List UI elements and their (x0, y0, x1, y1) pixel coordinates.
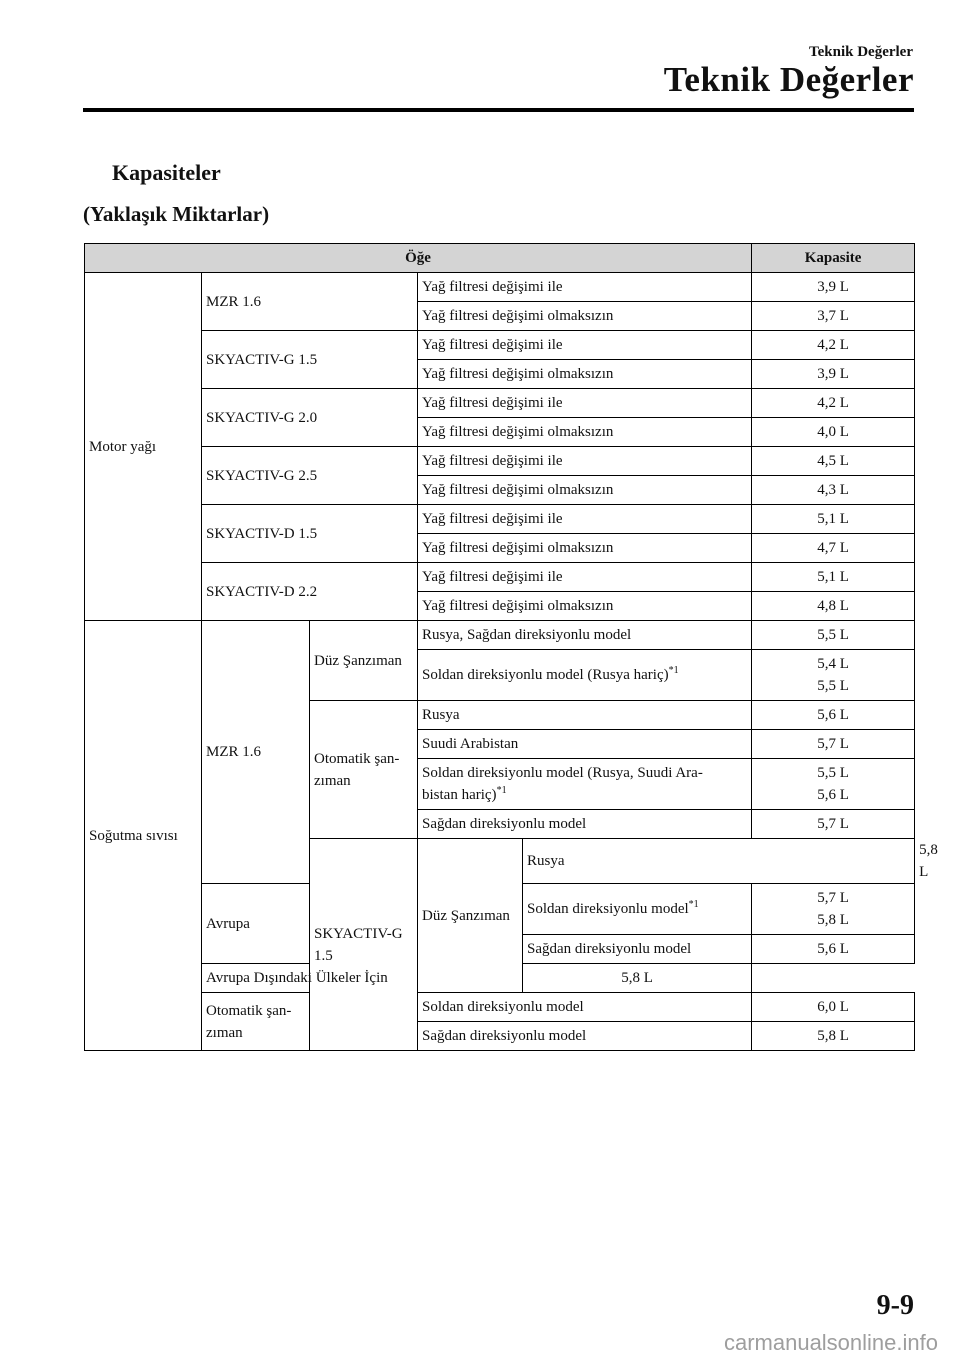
table-row (85, 505, 915, 534)
header-item: Öğe (85, 244, 752, 273)
capacity-value: 4,8 L (752, 592, 915, 621)
coolant-desc: Soldan direksiyonlu model (Rusya, Suudi Ara- bistan hariç)$^{*1}$ (418, 759, 752, 810)
coolant-desc: Sağdan direksiyonlu model (418, 1022, 752, 1051)
coolant-desc: Suudi Arabistan (418, 730, 752, 759)
table-row (85, 993, 915, 1022)
header-rule (83, 108, 914, 112)
capacity-value: 5,5 L (752, 621, 915, 650)
table-row (85, 563, 915, 592)
capacity-value: 5,8 L (752, 1022, 915, 1051)
coolant-desc: Sağdan direksiyonlu model (418, 810, 752, 839)
capacity-value: 5,7 L 5,8 L (752, 884, 915, 935)
manual-transmission-label: Düz Şanzıman (418, 839, 523, 993)
capacity-value: 5,5 L 5,6 L (752, 759, 915, 810)
engine-name: SKYACTIV-D 2.2 (202, 563, 418, 621)
engine-name: SKYACTIV-G 1.5 (310, 839, 418, 1051)
table-row (85, 389, 915, 418)
coolant-desc: Sağdan direksiyonlu model (523, 935, 752, 964)
engine-oil-label: Motor yağı (85, 273, 202, 621)
table-row (85, 331, 915, 360)
coolant-desc: Soldan direksiyonlu model$^{*1}$ (523, 884, 752, 935)
oil-without-filter: Yağ filtresi değişimi olmaksızın (418, 302, 752, 331)
engine-name: MZR 1.6 (202, 621, 310, 884)
europe-label: Avrupa (202, 884, 310, 964)
automatic-transmission-label: Otomatik şan- zıman (310, 701, 418, 839)
capacity-value: 3,9 L (752, 360, 915, 389)
capacity-value: 5,7 L (752, 810, 915, 839)
capacity-value: 4,5 L (752, 447, 915, 476)
capacity-value: 4,0 L (752, 418, 915, 447)
capacity-value: 5,6 L (752, 701, 915, 730)
capacity-value: 5,4 L 5,5 L (752, 650, 915, 701)
engine-name: SKYACTIV-G 1.5 (202, 331, 418, 389)
oil-with-filter: Yağ filtresi değişimi ile (418, 447, 752, 476)
running-header: Teknik Değerler (808, 44, 913, 60)
table-row: SKYACTIV-G 1.5 Düz Şanzıman Rusya 5,8 L (85, 839, 915, 884)
watermark: carmanualsonline.info (723, 1330, 938, 1355)
section-subtitle: (Yaklaşık Miktarlar) (83, 202, 270, 226)
capacity-value: 6,0 L (752, 993, 915, 1022)
oil-without-filter: Yağ filtresi değişimi olmaksızın (418, 592, 752, 621)
engine-name: SKYACTIV-G 2.5 (202, 447, 418, 505)
footnote-mark: *1 (496, 785, 507, 796)
coolant-desc: Rusya (523, 839, 915, 884)
engine-name: SKYACTIV-G 2.0 (202, 389, 418, 447)
oil-with-filter: Yağ filtresi değişimi ile (418, 331, 752, 360)
oil-with-filter: Yağ filtresi değişimi ile (418, 389, 752, 418)
table-header-row (85, 244, 915, 273)
footnote-mark: *1 (688, 899, 699, 910)
coolant-desc: Soldan direksiyonlu model (Rusya hariç)$^{*1}$ (418, 650, 752, 701)
engine-name: SKYACTIV-D 1.5 (202, 505, 418, 563)
oil-without-filter: Yağ filtresi değişimi olmaksızın (418, 476, 752, 505)
capacity-value: 5,7 L (752, 730, 915, 759)
capacity-value: 5,1 L (752, 563, 915, 592)
coolant-desc: Rusya (418, 701, 752, 730)
header-capacity: Kapasite (752, 244, 915, 273)
section-title: Kapasiteler (112, 160, 221, 185)
manual-transmission-label: Düz Şanzıman (310, 621, 418, 701)
chapter-title: Teknik Değerler (663, 60, 914, 99)
capacity-value: 4,3 L (752, 476, 915, 505)
footnote-mark: *1 (668, 665, 679, 676)
table-row (85, 621, 915, 650)
capacity-value: 5,1 L (752, 505, 915, 534)
capacity-value: 4,7 L (752, 534, 915, 563)
capacity-value: 3,9 L (752, 273, 915, 302)
oil-with-filter: Yağ filtresi değişimi ile (418, 505, 752, 534)
coolant-desc: Rusya, Sağdan direksiyonlu model (418, 621, 752, 650)
oil-with-filter: Yağ filtresi değişimi ile (418, 273, 752, 302)
capacity-value: 3,7 L (752, 302, 915, 331)
coolant-desc: Avrupa Dışındaki Ülkeler İçin (202, 964, 418, 993)
oil-with-filter: Yağ filtresi değişimi ile (418, 563, 752, 592)
coolant-desc: Soldan direksiyonlu model (418, 993, 752, 1022)
capacities-table (84, 243, 938, 1051)
capacity-value: 4,2 L (752, 389, 915, 418)
automatic-transmission-label: Otomatik şan- zıman (202, 993, 310, 1051)
coolant-label: Soğutma sıvısı (85, 621, 202, 1051)
engine-name: MZR 1.6 (202, 273, 418, 331)
capacity-value: 5,8 L (523, 964, 752, 993)
table-row (85, 273, 915, 302)
table-row (85, 447, 915, 476)
capacity-value: 5,6 L (752, 935, 915, 964)
capacity-value: 4,2 L (752, 331, 915, 360)
oil-without-filter: Yağ filtresi değişimi olmaksızın (418, 418, 752, 447)
oil-without-filter: Yağ filtresi değişimi olmaksızın (418, 360, 752, 389)
page-number: 9-9 (876, 1290, 914, 1321)
oil-without-filter: Yağ filtresi değişimi olmaksızın (418, 534, 752, 563)
